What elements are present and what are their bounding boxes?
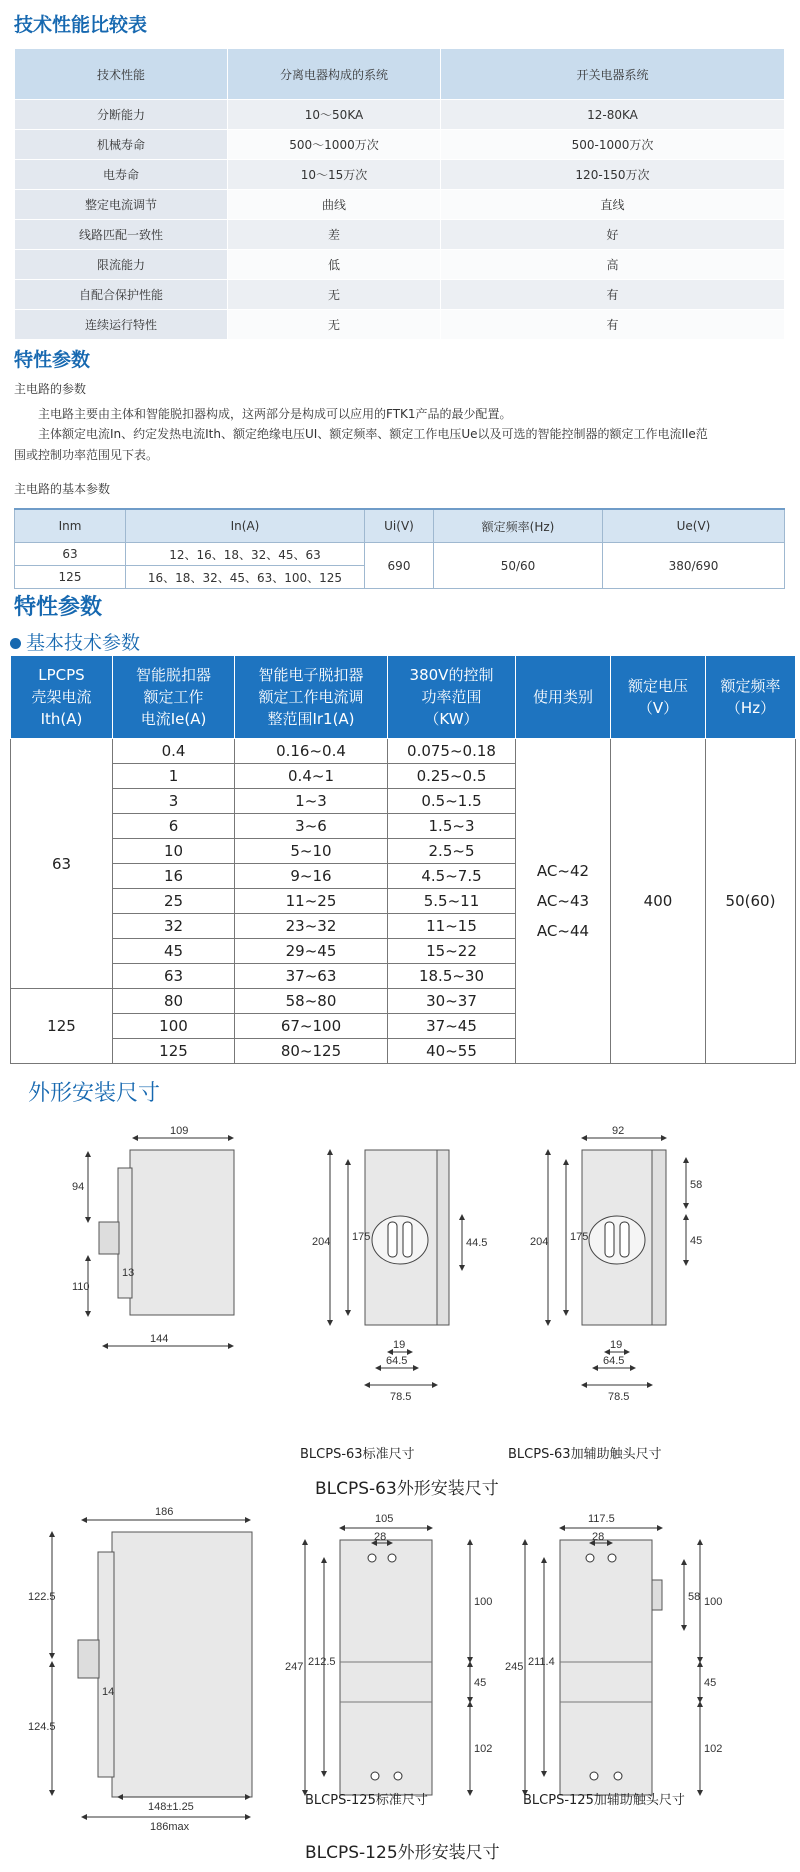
dim-label: 45	[474, 1677, 487, 1689]
dim-label: 78.5	[390, 1391, 412, 1403]
characteristics-title: 特性参数	[14, 349, 91, 371]
cell: 100	[113, 1014, 235, 1039]
frame-current-cell: 125	[11, 989, 113, 1064]
cell: 50/60	[434, 543, 603, 589]
dim-label: 94	[72, 1181, 85, 1193]
cell: 32	[113, 914, 235, 939]
category-label: AC~43	[536, 892, 590, 910]
dim-label: 100	[704, 1596, 723, 1608]
dim-label: 186	[155, 1506, 174, 1518]
caption-63: BLCPS-63外形安装尺寸	[315, 1479, 499, 1499]
cell: 25	[113, 889, 235, 914]
cell: 10～15万次	[228, 160, 441, 190]
table-header: 智能脱扣器 额定工作 电流Ie(A)	[113, 656, 235, 739]
comparison-header: 开关电器系统	[441, 49, 785, 100]
table-row	[15, 310, 785, 340]
dim-label: 204	[312, 1236, 331, 1248]
row-label: 连续运行特性	[15, 310, 228, 340]
table-row	[15, 280, 785, 310]
main-circuit-paragraph: 主电路主要由主体和智能脱扣器构成，这两部分是构成可以应用的FTK1产品的最少配置。	[38, 407, 512, 421]
dimensions-title: 外形安装尺寸	[28, 1081, 161, 1106]
category-label: AC~44	[536, 922, 590, 940]
cell: 37~63	[235, 964, 388, 989]
cell: 11~15	[388, 914, 516, 939]
cell: 4.5~7.5	[388, 864, 516, 889]
basic-params-table	[14, 508, 785, 589]
cell: 12-80KA	[441, 100, 785, 130]
cell: 6	[113, 814, 235, 839]
cell: 125	[113, 1039, 235, 1064]
cell: 0.4~1	[235, 764, 388, 789]
main-circuit-subtitle: 主电路的参数	[14, 382, 87, 396]
table-row	[15, 100, 785, 130]
table-header: In(A)	[126, 509, 365, 543]
caption-63-standard: BLCPS-63标准尺寸	[300, 1447, 415, 1462]
caption-63-aux: BLCPS-63加辅助触头尺寸	[508, 1447, 662, 1462]
dim-label: 105	[375, 1513, 394, 1525]
cell: 有	[441, 310, 785, 340]
dim-label: 186max	[150, 1821, 190, 1833]
cell: 29~45	[235, 939, 388, 964]
cell: 3	[113, 789, 235, 814]
dim-label: 247	[285, 1661, 304, 1673]
cell: 15~22	[388, 939, 516, 964]
cell: 63	[15, 543, 126, 566]
dim-label: 45	[690, 1235, 703, 1247]
cell: 500-1000万次	[441, 130, 785, 160]
cell: 曲线	[228, 190, 441, 220]
table-header: 智能电子脱扣器 额定工作电流调 整范围Ir1(A)	[235, 656, 388, 739]
row-label: 限流能力	[15, 250, 228, 280]
comparison-table	[14, 48, 785, 340]
voltage-cell: 400	[611, 739, 706, 1064]
main-circuit-paragraph-2: 主体额定电流In、约定发热电流Ith、额定绝缘电压UI、额定频率、额定工作电压Ue以及可选的智能控制器的额定工作电流Ile范	[38, 427, 708, 441]
cell: 10	[113, 839, 235, 864]
cell: 低	[228, 250, 441, 280]
table-row	[15, 130, 785, 160]
bullet-icon	[10, 638, 21, 649]
cell: 80	[113, 989, 235, 1014]
cell: 1~3	[235, 789, 388, 814]
cell: 63	[113, 964, 235, 989]
comparison-header: 技术性能	[15, 49, 228, 100]
row-label: 线路匹配一致性	[15, 220, 228, 250]
dim-label: 19	[393, 1339, 406, 1351]
table-row	[11, 739, 796, 764]
cell: 80~125	[235, 1039, 388, 1064]
dim-label: 204	[530, 1236, 549, 1248]
cell: 9~16	[235, 864, 388, 889]
cell: 30~37	[388, 989, 516, 1014]
dim-label: 58	[688, 1591, 701, 1603]
cell: 23~32	[235, 914, 388, 939]
basic-params-subtitle: 主电路的基本参数	[14, 482, 111, 496]
cell: 0.16~0.4	[235, 739, 388, 764]
caption-125-aux: BLCPS-125加辅助触头尺寸	[523, 1793, 685, 1808]
row-label: 电寿命	[15, 160, 228, 190]
table-header: 使用类别	[516, 656, 611, 739]
cell: 45	[113, 939, 235, 964]
cell: 1.5~3	[388, 814, 516, 839]
dim-label: 44.5	[466, 1237, 488, 1249]
table-row	[15, 160, 785, 190]
frame-current-cell: 63	[11, 739, 113, 989]
row-label: 整定电流调节	[15, 190, 228, 220]
cell: 直线	[441, 190, 785, 220]
dim-label: 100	[474, 1596, 493, 1608]
dim-label: 175	[570, 1231, 589, 1243]
dim-label: 122.5	[28, 1591, 56, 1603]
comparison-title: 技术性能比较表	[14, 14, 148, 36]
cell: 16、18、32、45、63、100、125	[126, 566, 365, 589]
cell: 1	[113, 764, 235, 789]
dim-label: 148±1.25	[148, 1801, 194, 1813]
cell: 12、16、18、32、45、63	[126, 543, 365, 566]
bullet-label: 基本技术参数	[26, 632, 141, 654]
table-header: Ui(V)	[365, 509, 434, 543]
cell: 3~6	[235, 814, 388, 839]
dim-label: 28	[592, 1531, 605, 1543]
cell: 500～1000万次	[228, 130, 441, 160]
row-label: 机械寿命	[15, 130, 228, 160]
dim-label: 28	[374, 1531, 387, 1543]
row-label: 自配合保护性能	[15, 280, 228, 310]
table-header: Inm	[15, 509, 126, 543]
cell: 0.075~0.18	[388, 739, 516, 764]
dim-label: 211.4	[528, 1656, 555, 1668]
cell: 0.5~1.5	[388, 789, 516, 814]
frequency-cell: 50(60)	[706, 739, 796, 1064]
row-label: 分断能力	[15, 100, 228, 130]
cell: 0.4	[113, 739, 235, 764]
cell: 差	[228, 220, 441, 250]
dim-label: 117.5	[588, 1513, 615, 1525]
main-circuit-paragraph-3: 围或控制功率范围见下表。	[14, 448, 159, 462]
table-header: LPCPS 壳架电流 Ith(A)	[11, 656, 113, 739]
dim-label: 124.5	[28, 1721, 56, 1733]
dim-label: 110	[72, 1281, 90, 1293]
dim-label: 64.5	[386, 1355, 408, 1367]
cell: 5~10	[235, 839, 388, 864]
table-row	[15, 220, 785, 250]
cell: 好	[441, 220, 785, 250]
cell: 690	[365, 543, 434, 589]
dim-label: 13	[122, 1267, 135, 1279]
dim-label: 102	[704, 1743, 723, 1755]
cell: 0.25~0.5	[388, 764, 516, 789]
dim-label: 144	[150, 1333, 169, 1345]
dim-label: 175	[352, 1231, 371, 1243]
dim-label: 14	[102, 1686, 115, 1698]
characteristics-title-2: 特性参数	[14, 595, 103, 620]
cell: 67~100	[235, 1014, 388, 1039]
dim-label: 45	[704, 1677, 717, 1689]
dim-label: 58	[690, 1179, 703, 1191]
cell: 有	[441, 280, 785, 310]
category-cell	[516, 739, 611, 1064]
dim-label: 92	[612, 1125, 625, 1137]
comparison-header: 分离电器构成的系统	[228, 49, 441, 100]
tech-params-table	[10, 655, 796, 1064]
dim-label: 19	[610, 1339, 623, 1351]
cell: 2.5~5	[388, 839, 516, 864]
cell: 120-150万次	[441, 160, 785, 190]
cell: 11~25	[235, 889, 388, 914]
cell: 125	[15, 566, 126, 589]
dim-label: 102	[474, 1743, 493, 1755]
dim-label: 109	[170, 1125, 189, 1137]
caption-125-standard: BLCPS-125标准尺寸	[305, 1793, 428, 1808]
cell: 40~55	[388, 1039, 516, 1064]
cell: 16	[113, 864, 235, 889]
cell: 无	[228, 280, 441, 310]
dim-label: 212.5	[308, 1656, 336, 1668]
table-header: 额定频率 （Hz）	[706, 656, 796, 739]
basic-tech-params-heading	[10, 628, 140, 655]
cell: 18.5~30	[388, 964, 516, 989]
dim-label: 64.5	[603, 1355, 625, 1367]
cell: 37~45	[388, 1014, 516, 1039]
table-row	[15, 190, 785, 220]
dim-label: 245	[505, 1661, 524, 1673]
cell: 5.5~11	[388, 889, 516, 914]
dim-label: 78.5	[608, 1391, 630, 1403]
table-header: 额定频率(Hz)	[434, 509, 603, 543]
table-header: 380V的控制 功率范围 （KW）	[388, 656, 516, 739]
table-row	[15, 543, 785, 566]
cell: 高	[441, 250, 785, 280]
caption-125: BLCPS-125外形安装尺寸	[305, 1843, 500, 1863]
cell: 380/690	[603, 543, 785, 589]
cell: 10～50KA	[228, 100, 441, 130]
cell: 无	[228, 310, 441, 340]
table-row	[15, 250, 785, 280]
category-label: AC~42	[536, 862, 590, 880]
table-header: 额定电压 （V）	[611, 656, 706, 739]
table-header: Ue(V)	[603, 509, 785, 543]
cell: 58~80	[235, 989, 388, 1014]
